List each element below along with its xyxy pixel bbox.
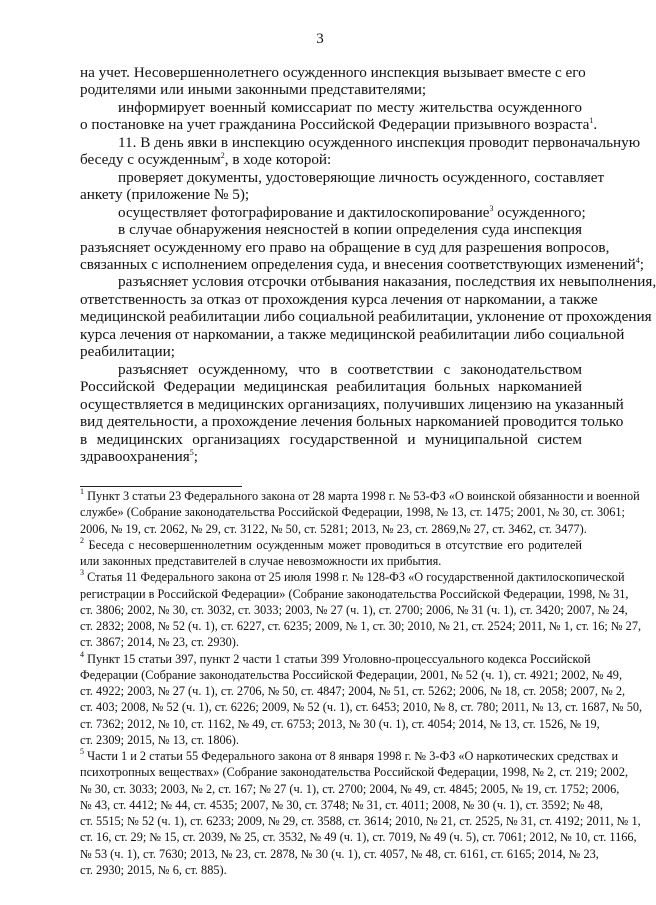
footnote-text: № 43, ст. 4412; № 44, ст. 4535; 2007, № 30, ст. 3748; № 31, ст. 4011; 2008, № 30 (ч. 1), ст. 3592; № 48, xyxy=(80,797,603,812)
paragraph-line xyxy=(80,203,586,221)
line-text: разъясняет осужденному его право на обращение в суд для разрешения вопросов, xyxy=(80,238,610,256)
footnote-text: Пункт 3 статьи 23 Федерального закона от 28 марта 1998 г. № 53-ФЗ «О воинской обязанности и военной xyxy=(87,489,640,503)
footnote-text: ст. 7362; 2012, № 10, ст. 1162, № 49, ст. 6753; 2013, № 30 (ч. 1), ст. 4054; 2014, № 13, ст. 1526, № 19, xyxy=(80,716,600,731)
line-text: , в ходе которой: xyxy=(224,151,332,169)
footnote-text: ст. 3806; 2002, № 30, ст. 3032, ст. 3033; 2003, № 27 (ч. 1), ст. 2700; 2006, № 31 (ч. 1), ст. 3420; 2007, № 24, xyxy=(80,602,628,617)
footnote-line xyxy=(80,553,582,569)
footnote-line xyxy=(80,732,582,748)
paragraph-line xyxy=(80,133,641,151)
footnote-line xyxy=(80,521,587,537)
footnote-ref: 1 xyxy=(589,116,594,126)
footnote-line xyxy=(80,716,600,732)
paragraph-line xyxy=(80,343,582,360)
footnote-line xyxy=(80,797,603,813)
footnote-text: регистрации в Российской Федерации» (Собрание законодательства Российской Федерации, 1998, № 31, xyxy=(80,586,629,601)
footnote-text: ст. 2930; 2015, № 6, ст. 885). xyxy=(80,862,227,877)
paragraph-line xyxy=(80,273,656,291)
footnote-line xyxy=(80,537,582,553)
footnote-text: ст. 4922; 2003, № 27 (ч. 1), ст. 2706, № 50, ст. 4847; 2004, № 51, ст. 5262; 2006, № 18, ст. 2058; 2007, № 2, xyxy=(80,684,626,698)
footnote-line xyxy=(80,862,582,878)
footnote-number: 2 xyxy=(80,535,84,545)
line-text: Российской Федерации медицинская реабилитация больных наркоманией xyxy=(80,378,582,396)
footnote-line xyxy=(80,747,619,764)
paragraph-line xyxy=(80,221,582,238)
footnote-line xyxy=(80,667,623,683)
main-text xyxy=(80,64,656,465)
footnote-text: Федерации (Собрание законодательства Российской Федерации, 2001, № 52 (ч. 1), ст. 4921; 2002, № 49, xyxy=(80,667,623,682)
page-number: 3 xyxy=(316,31,324,47)
footnote-ref: 5 xyxy=(189,447,194,457)
paragraph-line xyxy=(80,413,624,431)
footnote-line xyxy=(80,504,625,520)
footnote-line xyxy=(80,586,629,602)
footnote-text: ст. 2832; 2008, № 52 (ч. 1), ст. 6227, ст. 6235; 2009, № 1, ст. 30; 2010, № 21, ст. 2524; 2011, № 1, ст. 16; № 27, xyxy=(80,619,642,633)
footnote-text: ст. 3867; 2014, № 23, ст. 2930). xyxy=(80,635,239,650)
line-text: проверяет документы, удостоверяющие личность осужденного, составляет xyxy=(118,168,605,186)
footnote-text: психотропных веществах» (Собрание законодательства Российской Федерации, 1998, № 2, ст. 219; 2002, xyxy=(80,765,629,780)
footnote-text: Беседа с несовершеннолетним осужденным может проводиться в отсутствие его родителей xyxy=(88,537,582,552)
footnote-text: 2006, № 19, ст. 2062, № 29, ст. 3122, № 50, ст. 5281; 2013, № 23, ст. 2869,№ 27, ст. 3462, ст. 3477). xyxy=(80,521,587,536)
footnote-text: ст. 403; 2008, № 52 (ч. 1), ст. 6226; 2009, № 52 (ч. 1), ст. 6453; 2010, № 8, ст. 780; 2011, № 13, ст. 1687, № 50, xyxy=(80,700,643,715)
paragraph-line xyxy=(80,99,582,116)
footnote-ref: 2 xyxy=(220,151,225,161)
line-text: курса лечения от наркомании, а также медицинской реабилитации либо социальной xyxy=(80,325,625,343)
line-text: осуществляется в медицинских организациях, получивших лицензию на указанный xyxy=(80,395,624,413)
footnotes xyxy=(80,487,643,878)
line-text: осужденного; xyxy=(493,203,586,221)
footnote-line xyxy=(80,634,582,650)
footnote-number: 3 xyxy=(80,568,84,578)
line-text: ; xyxy=(639,255,644,273)
line-text: о постановке на учет гражданина Российской Федерации призывного возраста xyxy=(80,116,590,134)
line-text: здравоохранения xyxy=(80,447,190,465)
line-text: осуществляет фотографирование и дактилоскопирование xyxy=(118,203,490,221)
footnote-line xyxy=(80,649,591,667)
footnote-line xyxy=(80,813,641,829)
paragraph-line xyxy=(80,186,582,203)
paragraph-line xyxy=(80,64,586,81)
footnote-number: 1 xyxy=(80,487,84,496)
footnote-line xyxy=(80,568,625,585)
line-text: информирует военный комиссариат по месту жительства осужденного xyxy=(118,98,582,116)
paragraph-line xyxy=(80,325,625,343)
footnote-text: № 53 (ч. 1), ст. 7630; 2013, № 23, ст. 2878, № 30 (ч. 1), ст. 4057, № 48, ст. 6161, ст. 6165; 2014, № 23, xyxy=(80,846,599,861)
footnote-number: 4 xyxy=(80,649,84,659)
line-text: родителями или иными законными представителями; xyxy=(80,81,427,99)
line-text: 11. В день явки в инспекцию осужденного инспекция проводит первоначальную xyxy=(118,133,641,151)
line-text: ; xyxy=(193,447,198,465)
paragraph-line xyxy=(80,361,582,378)
footnote-text: Пункт 15 статьи 397, пункт 2 части 1 статьи 399 Уголовно-процессуального кодекса Российской xyxy=(87,651,591,666)
footnote-text: ст. 5515; № 52 (ч. 1), ст. 6233; 2009, № 29, ст. 3588, ст. 3614; 2010, № 21, ст. 2525, № 31, ст. 4192; 2011, № 1, xyxy=(80,814,641,828)
footnote-text: Части 1 и 2 статьи 55 Федерального закона от 8 января 1998 г. № 3-ФЗ «О наркотических средствах и xyxy=(87,749,619,763)
paragraph-line xyxy=(80,151,582,168)
footnote-text: № 30, ст. 3033; 2003, № 2, ст. 167; № 27 (ч. 1), ст. 2700; 2004, № 49, ст. 4845; 2005, № 19, ст. 1752; 2006, xyxy=(80,781,620,796)
paragraph-line xyxy=(80,395,624,413)
line-text: разъясняет осужденному, что в соответствии с законодательством xyxy=(118,360,582,378)
footnote-line xyxy=(80,618,642,634)
paragraph-line xyxy=(80,168,605,186)
footnote-line xyxy=(80,699,643,715)
paragraph-line xyxy=(80,81,582,98)
footnote-text: ст. 2309; 2015, № 13, ст. 1806). xyxy=(80,732,239,747)
footnote-separator xyxy=(80,486,242,487)
footnote-ref: 3 xyxy=(489,203,494,213)
footnote-text: ст. 16, ст. 29; № 15, ст. 2039, № 25, ст. 3532, № 49 (ч. 1), ст. 7019, № 49 (ч. 5), ст. 7061; 2012, № 10, ст. 1166, xyxy=(80,830,637,845)
line-text: вид деятельности, а прохождение лечения больных наркоманией проводится только xyxy=(80,413,624,431)
line-text: реабилитации; xyxy=(80,343,175,361)
line-text: в медицинских организациях государственной и муниципальной систем xyxy=(80,430,582,448)
line-text: разъясняет условия отсрочки отбывания наказания, последствия их невыполнения, xyxy=(118,273,656,291)
line-text: медицинской реабилитации либо социальной реабилитации, уклонение от прохождения xyxy=(80,308,652,326)
line-text: беседу с осужденным xyxy=(80,151,221,169)
footnote-number: 5 xyxy=(80,747,84,756)
footnote-line xyxy=(80,781,620,797)
footnote-text: или законных представителей в случае невозможности их прибытия. xyxy=(80,554,442,568)
paragraph-line xyxy=(80,378,582,395)
footnote-text: Статья 11 Федерального закона от 25 июля 1998 г. № 128-ФЗ «О государственной дактилоскопической xyxy=(87,570,625,585)
paragraph-line xyxy=(80,448,582,465)
footnote-text: службе» (Собрание законодательства Российской Федерации, 1998, № 13, ст. 1475; 2001, № 30, ст. 3061; xyxy=(80,505,625,520)
paragraph-line xyxy=(80,238,610,256)
paragraph-line xyxy=(80,290,598,308)
paragraph-line xyxy=(80,308,652,326)
paragraph-line xyxy=(80,431,582,448)
footnote-line xyxy=(80,602,628,618)
paragraph-line xyxy=(80,255,644,273)
line-text: . xyxy=(593,116,598,134)
footnote-line xyxy=(80,846,599,862)
line-text: анкету (приложение № 5); xyxy=(80,186,250,204)
footnote-line xyxy=(80,683,626,699)
footnote-ref: 4 xyxy=(635,255,640,265)
line-text: ответственность за отказ от прохождения курса лечения от наркомании, а также xyxy=(80,290,598,308)
line-text: связанных с исполнением определения суда, и внесения соответствующих изменений xyxy=(80,255,636,273)
footnote-line xyxy=(80,764,629,780)
line-text: на учет. Несовершеннолетнего осужденного инспекция вызывает вместе с его xyxy=(80,64,586,81)
paragraph-line xyxy=(80,116,598,134)
line-text: в случае обнаружения неясностей в копии определения суда инспекция xyxy=(118,221,582,239)
footnote-line xyxy=(80,487,640,504)
footnote-line xyxy=(80,829,637,845)
